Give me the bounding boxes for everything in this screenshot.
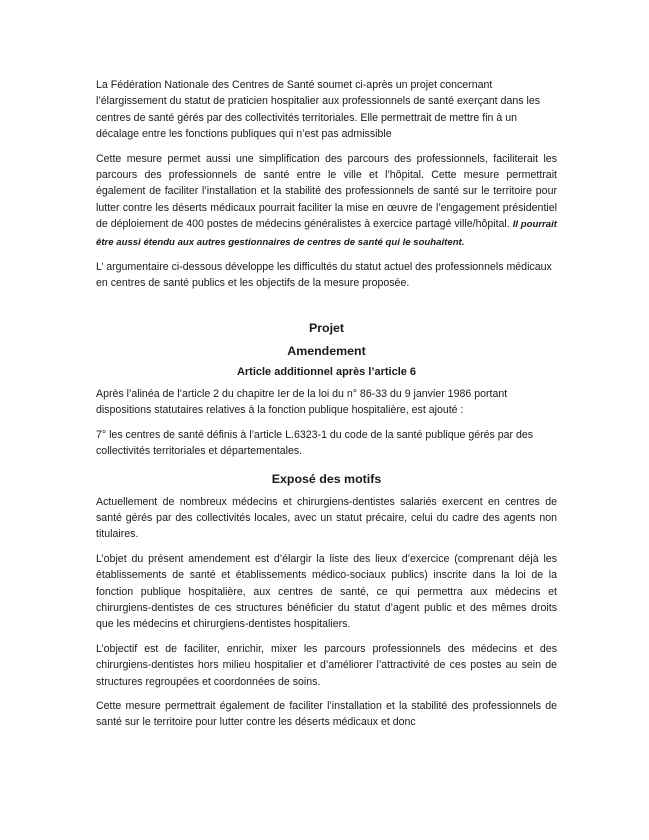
expose-paragraph-1: Actuellement de nombreux médecins et chirurgiens-dentistes salariés exercent en centres de santé gérés par des collectivités locales, avec un statut précaire, celui du cadre des agents non titulaires.: [96, 495, 557, 541]
intro-paragraph-2: [96, 151, 557, 251]
intro-paragraph-2-note: Il pourrait être aussi étendu aux autres gestionnaires de centres de santé qui le souhaitent.: [96, 219, 557, 248]
projet-paragraph-1: Après l’alinéa de l’article 2 du chapitre Ier de la loi du n° 86-33 du 9 janvier 1986 portant dispositions statutaires relatives à la fonction publique hospitalière, est ajouté :: [96, 387, 508, 417]
article-heading: Article additionnel après l’article 6: [236, 365, 417, 378]
expose-paragraph-2: L’objet du présent amendement est d’élargir la liste des lieux d’exercice (comprenant déjà les établissements de santé et établissements médico-sociaux publics) inscrite dans la loi de la fonction publique hospitalière, aux centres de santé, ce qui permettra aux médecins et chirurgiens-dentistes de ces structures bénéficier du statut d’agent public et des mêmes droits que les médecins et chirurgiens-dentistes hospitaliers.: [96, 552, 557, 631]
expose-paragraph-3: L’objectif est de faciliter, enrichir, mixer les parcours professionnels des médecins et des chirurgiens-dentistes hors milieu hospitalier et d’améliorer l’attractivité de ces postes au sein de structures regroupées et coordonnées de soins.: [96, 642, 557, 688]
expose-paragraph-4: Cette mesure permettrait également de faciliter l’installation et la stabilité des professionnels de santé sur le territoire pour lutter contre les déserts médicaux et donc: [96, 699, 557, 729]
intro-paragraph-2-text: Cette mesure permet aussi une simplification des parcours des professionnels, faciliterait les parcours des professionnels de santé entre le ville et l’hôpital. Cette mesure permettrait également de faciliter l’installation et la stabilité des professionnels de santé sur le territoire pour lutter contre les déserts médicaux pourrait faciliter la mise en œuvre de l’engagement présidentiel de déploiement de 400 postes de médecins généralistes à exercice partagé ville/hôpital.: [96, 152, 557, 231]
projet-paragraph-2: 7° les centres de santé définis à l’article L.6323-1 du code de la santé publique gérés par des collectivités territoriales et départementales.: [96, 428, 534, 458]
amendement-heading: Amendement: [287, 343, 366, 358]
intro-paragraph-1: La Fédération Nationale des Centres de Santé soumet ci-après un projet concernant l’élargissement du statut de praticien hospitalier aux professionnels de santé exerçant dans les centres de santé gérés par des collectivités territoriales. Elle permettrait de mettre fin à un décalage entre les fonctions publiques qui n’est pas admissible: [96, 79, 541, 141]
projet-heading: Projet: [308, 320, 345, 335]
intro-paragraph-3: L’ argumentaire ci-dessous développe les difficultés du statut actuel des professionnels médicaux en centres de santé publics et les objectifs de la mesure proposée.: [96, 261, 552, 290]
expose-heading: Exposé des motifs: [271, 471, 382, 486]
